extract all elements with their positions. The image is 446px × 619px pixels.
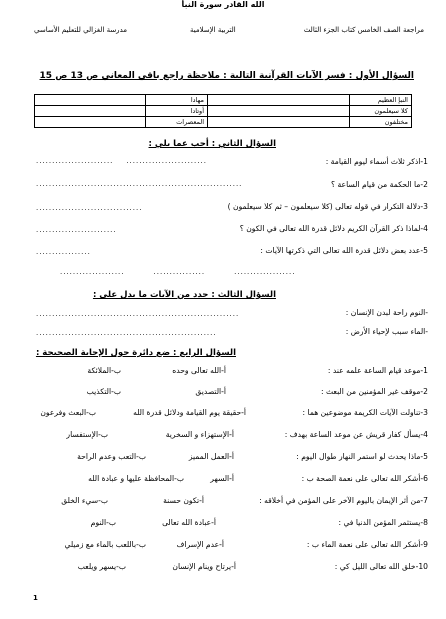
mcq-question: 6-أشكر الله تعالى على نعمة الصحة ب :: [301, 474, 428, 483]
mcq-option-a[interactable]: أ-تكون حسنة: [163, 496, 204, 505]
mcq-option-a[interactable]: أ-التصديق: [195, 387, 226, 396]
mcq-option-b[interactable]: ب-يسهر ويلعب: [77, 562, 126, 571]
answer-blank: .................: [36, 248, 91, 256]
header-left: مدرسة الغزالي للتعليم الأساسي: [34, 26, 127, 34]
table-cell: المعصرات: [146, 117, 208, 128]
mcq-option-b[interactable]: ب-سيء الخلق: [61, 496, 108, 505]
answer-blank: .................................: [36, 204, 143, 212]
q2-heading: السؤال الثاني : أجب عما يلي :: [148, 139, 276, 149]
q1-heading: السؤال الأول : فسر الآيات القرآنية التالية : ملاحظة راجع باقي المعاني ص 13 ص 15: [39, 71, 414, 81]
mcq-option-a[interactable]: أ-عدم الإسراف: [176, 540, 224, 549]
table-row: [35, 106, 412, 117]
table-cell: أوتادا: [146, 106, 208, 117]
q3-heading: السؤال الثالث : حدد من الآيات ما يدل على :: [92, 290, 276, 300]
mcq-question: 2-موقف غير المؤمنين من البعث :: [321, 387, 428, 396]
mcq-option-a[interactable]: أ-يرتاح وينام الإنسان: [172, 562, 236, 571]
question-item: 2-ما الحكمة من قيام الساعة ؟: [331, 180, 428, 189]
mcq-option-b[interactable]: ب-التعب وعدم الراحة: [77, 452, 146, 461]
mcq-option-b[interactable]: ب-البعث وفرعون: [40, 408, 96, 417]
mcq-option-a[interactable]: أ-الإستهزاء و السخرية: [165, 430, 234, 439]
answer-blank: ...............................................................: [36, 310, 240, 318]
mcq-option-b[interactable]: ب-الملائكة: [87, 366, 121, 375]
answer-blank: ........................................................: [36, 329, 217, 337]
table-cell: كلا سيعلمون: [350, 106, 412, 117]
mcq-question: 8-يستثمر المؤمن الدنيا في :: [338, 518, 428, 527]
table-cell: [208, 117, 350, 128]
page-title: الله القادر سورة النبأ: [181, 0, 265, 9]
question-item: -الماء سبب لإحياء الأرض :: [345, 327, 428, 336]
question-item: 5-عدد بعض دلائل قدرة الله تعالى التي ذكرتها الآيات :: [260, 246, 428, 255]
mcq-option-a[interactable]: أ-عبادة الله تعالى: [162, 518, 216, 527]
page-number: 1: [33, 594, 38, 602]
vocab-table: [34, 94, 412, 128]
table-cell: [35, 106, 146, 117]
answer-blank: ................................................................: [36, 180, 243, 188]
mcq-option-b[interactable]: ب-الإستفسار: [66, 430, 108, 439]
answer-blank: ........................ .........................: [36, 157, 207, 165]
question-item: 3-دلالة التكرار في قوله تعالى (كلا سيعلمون – ثم كلا سيعلمون ): [227, 202, 428, 211]
mcq-question: 3-تناولت الآيات الكريمة موضوعين هما :: [302, 408, 428, 417]
question-item: -النوم راحة لبدن الإنسان :: [345, 308, 428, 317]
answer-blank: .................... ................ ...................: [60, 268, 296, 276]
table-cell: النبإ العظيم: [350, 95, 412, 106]
table-cell: [35, 117, 146, 128]
question-item: 4-لماذا ذكر القرآن الكريم دلائل قدرة الله تعالى في الكون ؟: [239, 224, 428, 233]
mcq-question: 9-أشكر الله تعالى على نعمة الماء ب :: [306, 540, 428, 549]
mcq-question: 10-خلق الله تعالى الليل كي :: [334, 562, 428, 571]
table-cell: مهادا: [146, 95, 208, 106]
table-cell: [208, 95, 350, 106]
mcq-option-b[interactable]: ب-التكذيب: [86, 387, 121, 396]
table-row: [35, 117, 412, 128]
mcq-question: 4-يسأل كفار قريش عن موعد الساعة بهدف :: [284, 430, 428, 439]
mcq-option-a[interactable]: أ-السهر: [210, 474, 234, 483]
question-item: 1-اذكر ثلاث أسماء ليوم القيامة :: [325, 157, 428, 166]
header-right: مراجعة الصف الخامس كتاب الجزء الثالث: [303, 26, 424, 34]
mcq-question: 7-من أثر الإيمان باليوم الآخر على المؤمن في أخلاقه :: [259, 496, 428, 505]
table-row: [35, 95, 412, 106]
mcq-option-b[interactable]: ب-المحافظة عليها و عبادة الله: [88, 474, 184, 483]
q4-heading: السؤال الرابع : ضع دائرة حول الإجابة الصحيحة :: [35, 348, 236, 358]
table-cell: مختلفون: [350, 117, 412, 128]
mcq-option-a[interactable]: أ-العمل المميز: [188, 452, 234, 461]
table-cell: [208, 106, 350, 117]
mcq-question: 1-موعد قيام الساعة علمه عند :: [327, 366, 428, 375]
mcq-option-b[interactable]: ب-النوم: [90, 518, 116, 527]
mcq-option-b[interactable]: ب-باللعب بالماء مع زميلي: [64, 540, 146, 549]
mcq-option-a[interactable]: أ-حقيقة يوم القيامة ودلائل قدرة الله: [133, 408, 246, 417]
header-center: التربية الإسلامية: [190, 26, 236, 34]
answer-blank: .........................: [36, 226, 117, 234]
mcq-question: 5-ماذا يحدث لو استمر النهار طوال اليوم :: [296, 452, 428, 461]
table-cell: [35, 95, 146, 106]
mcq-option-a[interactable]: أ-الله تعالى وحده: [172, 366, 226, 375]
